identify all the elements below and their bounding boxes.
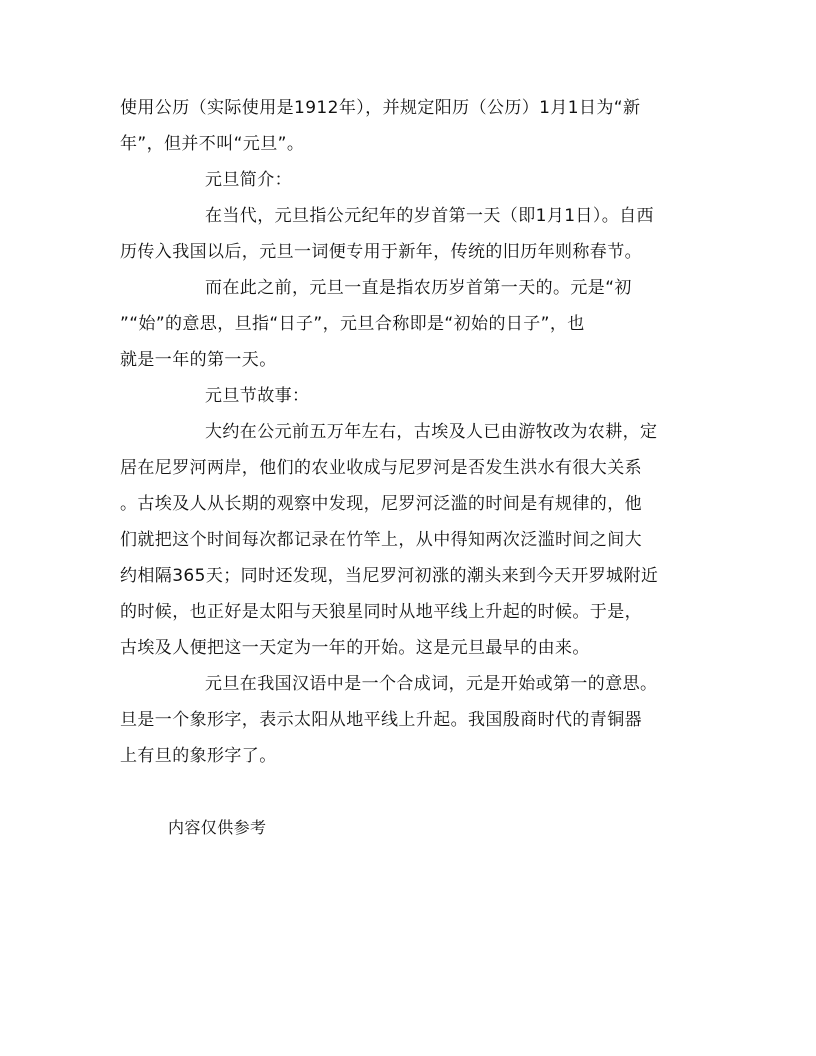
text-line: 的时候，也正好是太阳与天狼星同时从地平线上升起的时候。于是，	[120, 602, 642, 622]
text-line: 们就把这个时间每次都记录在竹竿上，从中得知两次泛滥时间之间大	[120, 530, 642, 550]
text-line: 历传入我国以后，元旦一词便专用于新年，传统的旧历年则称春节。	[120, 242, 642, 262]
text-line: 就是一年的第一天。	[120, 350, 277, 370]
text-line: 居在尼罗河两岸，他们的农业收成与尼罗河是否发生洪水有很大关系	[120, 458, 642, 478]
text-line: 而在此之前，元旦一直是指农历岁首第一天的。元是“初	[205, 278, 632, 298]
text-line: 元旦在我国汉语中是一个合成词，元是开始或第一的意思。	[205, 674, 658, 694]
text-line: ”“始”的意思，旦指“日子”，元旦合称即是“初始的日子”，也	[120, 314, 585, 334]
footer-note: 内容仅供参考	[168, 818, 267, 837]
text-line: 古埃及人便把这一天定为一年的开始。这是元旦最早的由来。	[120, 638, 590, 658]
text-line: 旦是一个象形字，表示太阳从地平线上升起。我国殷商时代的青铜器	[120, 710, 642, 730]
section-heading: 元旦节故事：	[205, 386, 310, 406]
text-line: 。古埃及人从长期的观察中发现，尼罗河泛滥的时间是有规律的，他	[120, 494, 642, 514]
text-line: 使用公历（实际使用是1912年），并规定阳历（公历）1月1日为“新	[120, 98, 641, 118]
text-line: 年”，但并不叫“元旦”。	[120, 134, 305, 154]
text-line: 在当代，元旦指公元纪年的岁首第一天（即1月1日）。自西	[205, 206, 654, 226]
text-line: 约相隔365天；同时还发现，当尼罗河初涨的潮头来到今天开罗城附近	[120, 566, 659, 586]
text-line: 上有旦的象形字了。	[120, 746, 277, 766]
text-line: 大约在公元前五万年左右，古埃及人已由游牧改为农耕，定	[205, 422, 658, 442]
section-heading: 元旦简介：	[205, 170, 292, 190]
